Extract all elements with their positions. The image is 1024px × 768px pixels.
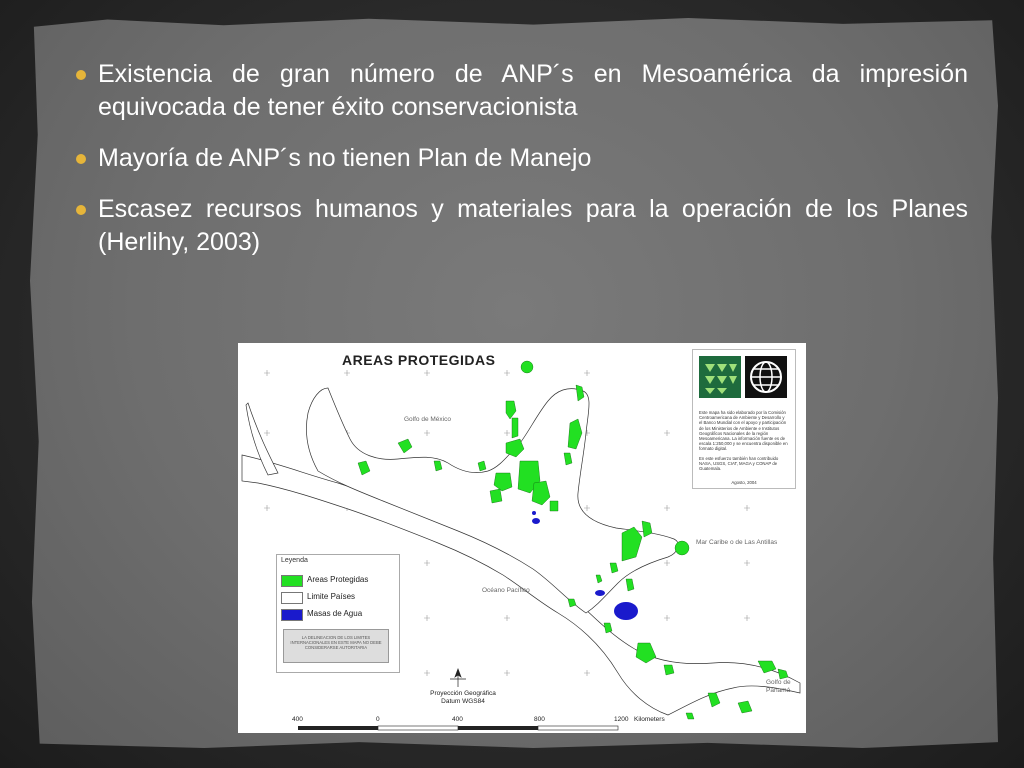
scale-tick: 400 — [292, 716, 303, 723]
north-arrow-icon — [450, 669, 466, 687]
bullet-dot-icon — [76, 205, 86, 215]
ccad-logo-icon — [699, 356, 741, 398]
map-title: AREAS PROTEGIDAS — [342, 352, 496, 368]
info-date: Agosto, 2004 — [731, 480, 757, 485]
scale-unit: Kilometers — [634, 716, 665, 723]
info-text — [699, 410, 789, 475]
legend-swatch-borders — [281, 592, 303, 604]
label-golfo-mexico: Golfo de México — [404, 416, 451, 423]
scale-bar — [298, 726, 618, 730]
info-box — [692, 349, 796, 489]
legend-label: Masas de Agua — [307, 609, 363, 618]
projection-note — [418, 690, 508, 706]
scale-tick: 0 — [376, 716, 380, 723]
projection-line: Proyección Geográfica — [430, 690, 496, 697]
scale-tick: 400 — [452, 716, 463, 723]
info-paragraph: En este esfuerzo también han contribuido NASA, USGS, CIAT, MAGA y CONAP de Guatemala. — [699, 455, 779, 472]
legend-disclaimer: LA DELINEACION DE LOS LIMITES INTERNACIONALES EN ESTE MAPA NO DEBE CONSIDERARSE AUTORITARIA — [283, 629, 389, 663]
legend-swatch-protected — [281, 575, 303, 587]
bullet-text: Mayoría de ANP´s no tienen Plan de Manejo — [98, 144, 592, 172]
bullet-dot-icon — [76, 154, 86, 164]
map-legend — [276, 554, 400, 673]
scale-tick: 800 — [534, 716, 545, 723]
label-oceano-pacifico: Océano Pacífico — [482, 587, 530, 594]
bullet-list — [72, 58, 968, 277]
world-bank-logo-icon — [745, 356, 787, 398]
label-mar-caribe: Mar Caribe o de Las Antillas — [696, 539, 778, 546]
label-golfo-panama: Golfo de — [766, 679, 791, 686]
bullet-text: Existencia de gran número de ANP´s en Mesoamérica da impresión equivocada de tener éxito conservacionista — [98, 60, 968, 121]
legend-title: Leyenda — [281, 557, 308, 564]
protected-areas-map — [238, 343, 806, 733]
scale-tick: 1200 — [614, 716, 629, 723]
bullet-item — [72, 58, 968, 124]
legend-label: Limite Países — [307, 592, 356, 601]
bullet-dot-icon — [76, 70, 86, 80]
bullet-item — [72, 193, 968, 259]
label-golfo-panama-2: Panamá — [766, 687, 791, 694]
legend-swatch-water — [281, 609, 303, 621]
legend-label: Areas Protegidas — [307, 575, 369, 584]
info-paragraph: Este mapa ha sido elaborado por la Comisión Centroamericana de Ambiente y Desarrollo y el Banco Mundial con el apoyo y participación de los Ministerios de Ambiente e Institutos Geográficos Nacionales de la región Mesoamericana. La información fuente es de escala 1:250,000 y se encuentra disponible en formato digital. — [699, 410, 788, 452]
datum-line: Datum WGS84 — [441, 698, 485, 705]
bullet-item — [72, 142, 968, 175]
bullet-text: Escasez recursos humanos y materiales para la operación de los Planes (Herlihy, 2003) — [98, 195, 968, 256]
